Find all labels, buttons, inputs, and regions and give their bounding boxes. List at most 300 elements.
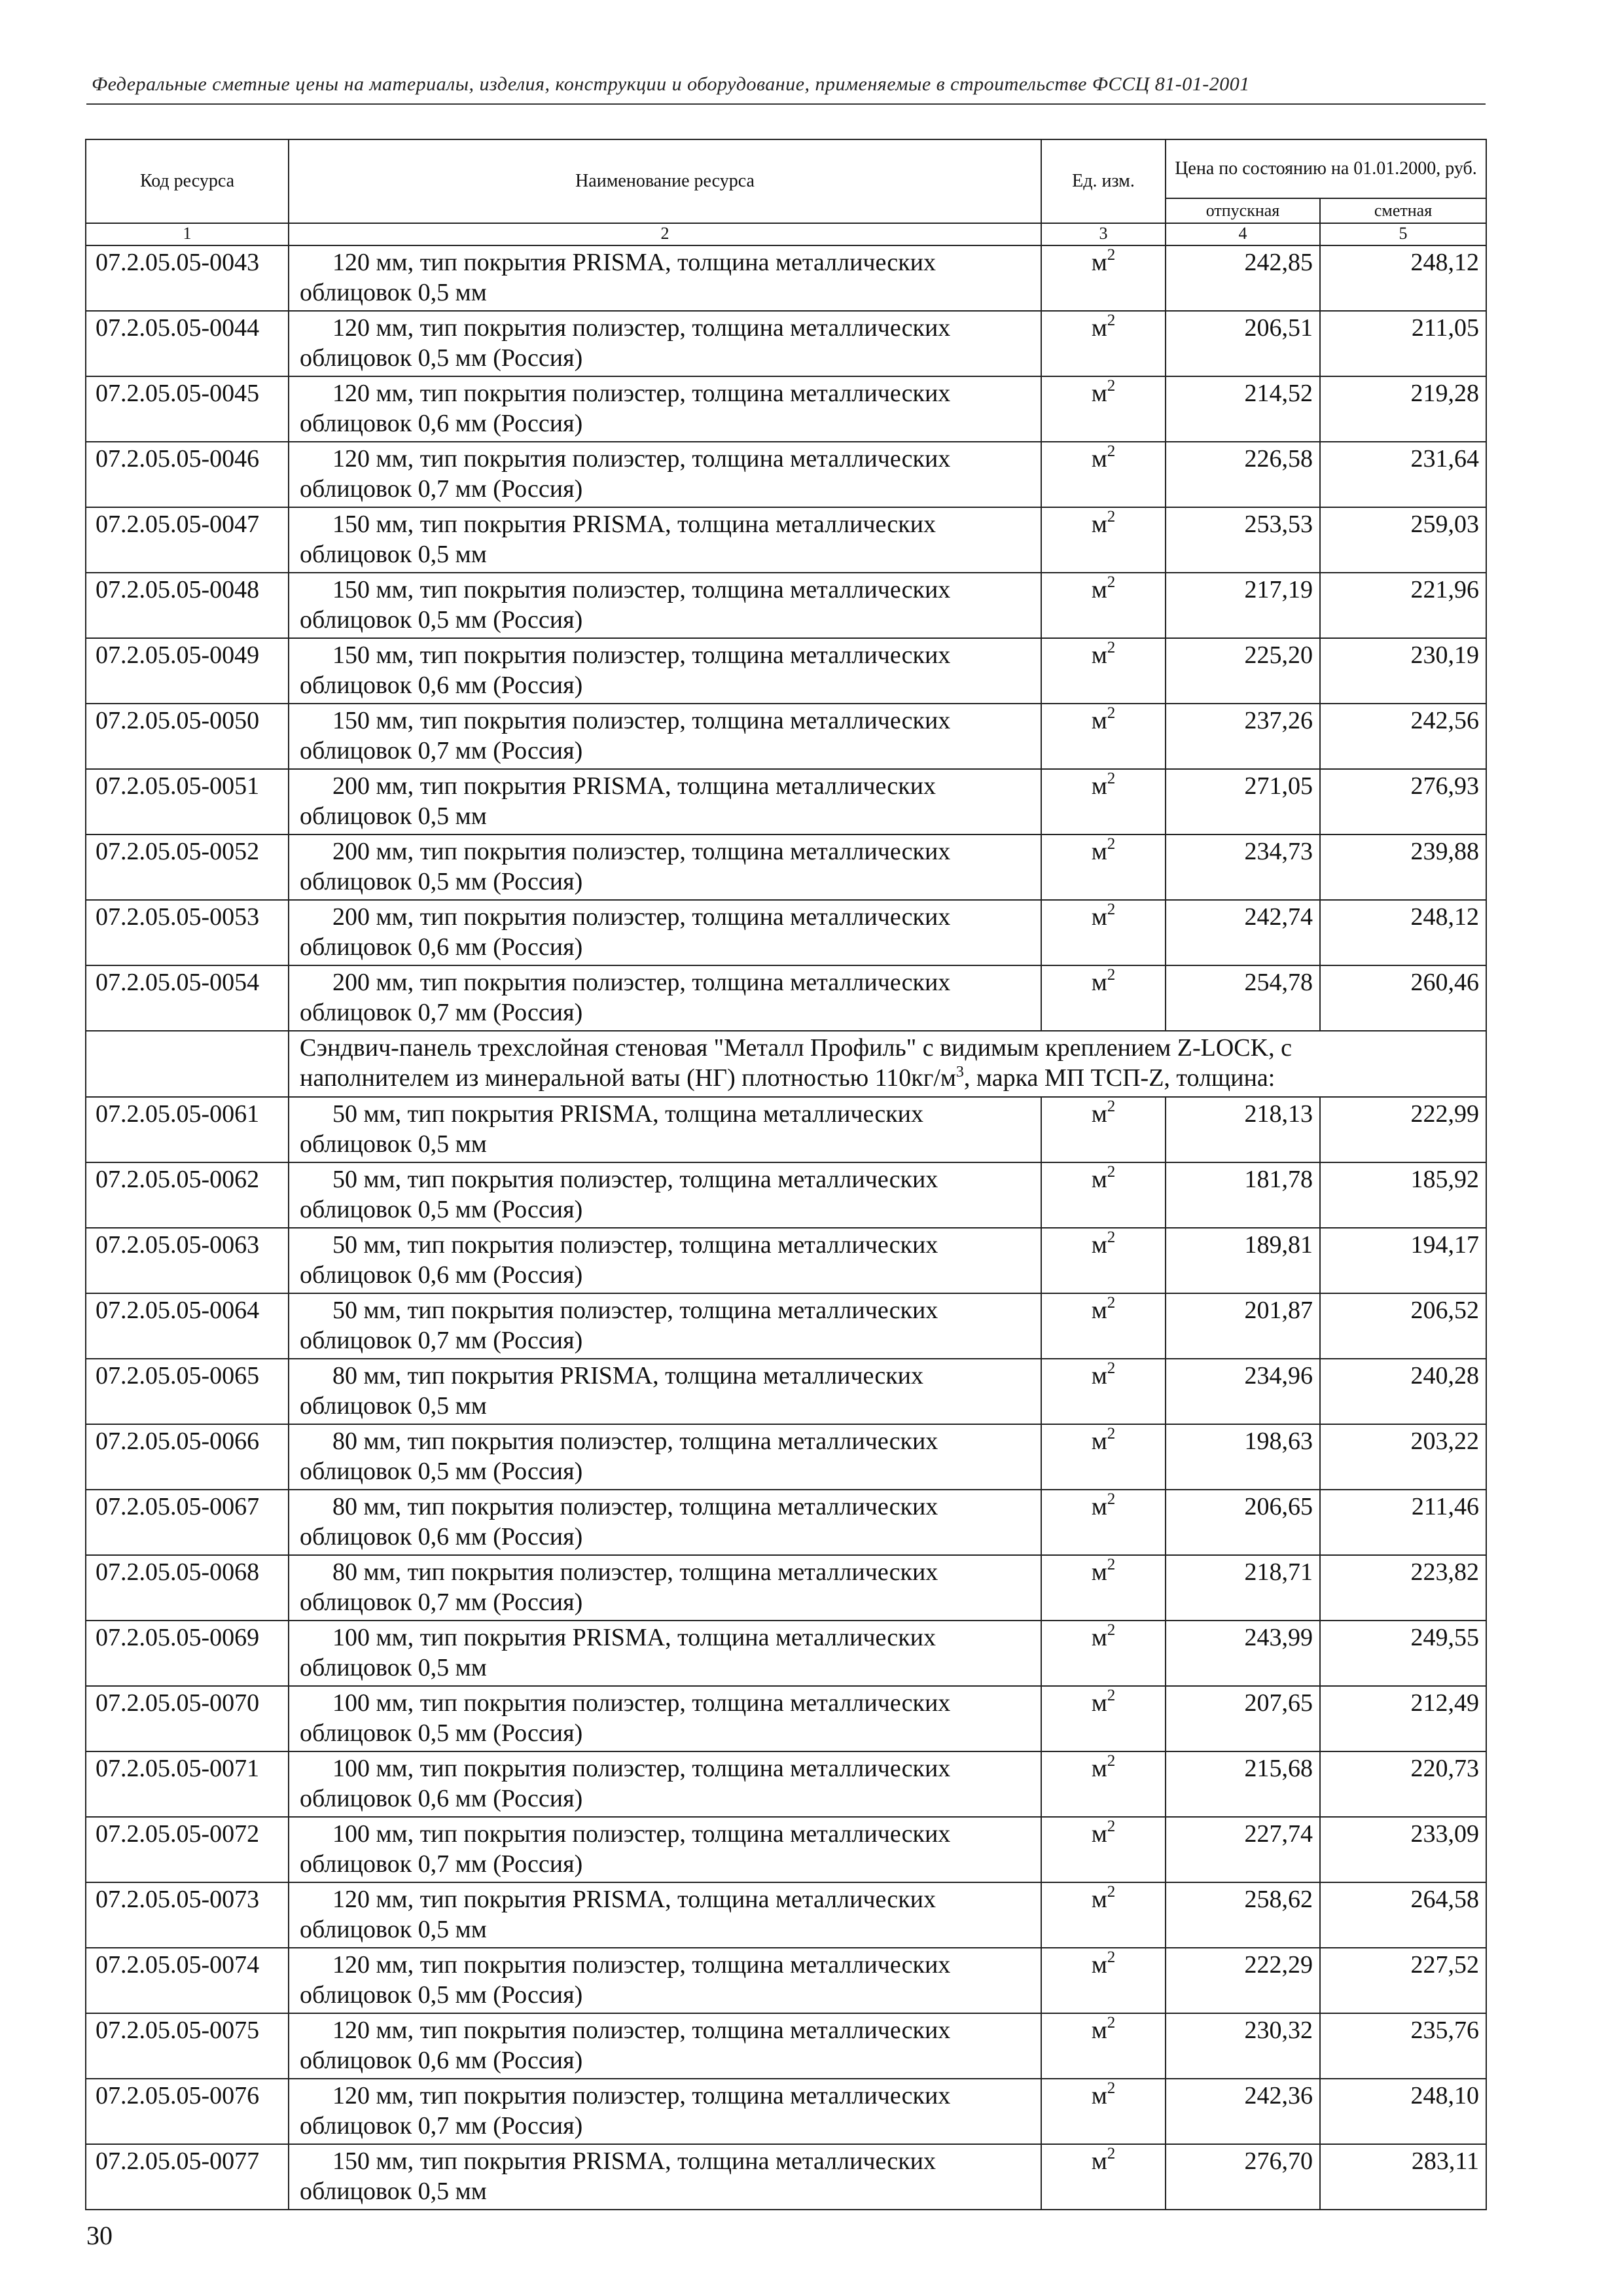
table-row: [86, 2079, 1486, 2144]
table-row: [86, 1162, 1486, 1228]
resource-name-line2: облицовок 0,5 мм: [300, 1130, 487, 1158]
table-row: [86, 900, 1486, 965]
unit-power: 2: [1107, 1294, 1116, 1312]
unit-base: м: [1091, 576, 1107, 603]
unit: [1041, 1162, 1166, 1228]
table-row: [86, 1948, 1486, 2013]
estimate-price: 233,09: [1320, 1817, 1486, 1882]
unit: [1041, 1882, 1166, 1948]
release-price: 234,96: [1166, 1359, 1320, 1424]
resource-name-line2: облицовок 0,7 мм (Россия): [300, 1327, 583, 1354]
resource-name: [289, 245, 1041, 311]
unit-power: 2: [1107, 1556, 1116, 1573]
unit-base: м: [1091, 1231, 1107, 1259]
resource-name: [289, 834, 1041, 900]
estimate-price: 249,55: [1320, 1621, 1486, 1686]
resource-name-line1: 120 мм, тип покрытия полиэстер, толщина металлических: [332, 380, 951, 407]
unit-base: м: [1091, 2147, 1107, 2175]
table-row: [86, 1490, 1486, 1555]
resource-code: 07.2.05.05-0074: [86, 1948, 289, 2013]
resource-code: 07.2.05.05-0047: [86, 507, 289, 573]
unit-base: м: [1091, 838, 1107, 865]
resource-name: [289, 1751, 1041, 1817]
resource-name: [289, 900, 1041, 965]
resource-name-line1: 200 мм, тип покрытия PRISMA, толщина металлических: [332, 772, 936, 800]
unit-base: м: [1091, 1689, 1107, 1717]
resource-name-line1: 50 мм, тип покрытия полиэстер, толщина металлических: [332, 1166, 938, 1193]
resource-name-line2: облицовок 0,7 мм (Россия): [300, 475, 583, 503]
resource-name: [289, 1621, 1041, 1686]
table-row: [86, 1293, 1486, 1359]
unit-power: 2: [1107, 573, 1116, 591]
table-body-section-a: [86, 245, 1486, 1031]
unit: [1041, 1751, 1166, 1817]
table-row: [86, 2013, 1486, 2079]
table-row: [86, 442, 1486, 507]
estimate-price: 276,93: [1320, 769, 1486, 834]
unit-power: 2: [1107, 2014, 1116, 2032]
resource-name-line1: 150 мм, тип покрытия PRISMA, толщина металлических: [332, 511, 936, 538]
unit-power: 2: [1107, 770, 1116, 787]
unit-power: 2: [1107, 1621, 1116, 1639]
unit-power: 2: [1107, 1425, 1116, 1443]
estimate-price: 242,56: [1320, 704, 1486, 769]
header-unit: Ед. изм.: [1041, 139, 1166, 223]
unit-power: 2: [1107, 1490, 1116, 1508]
resource-name-line1: 80 мм, тип покрытия PRISMA, толщина металлических: [332, 1362, 924, 1390]
unit: [1041, 1424, 1166, 1490]
unit-base: м: [1091, 772, 1107, 800]
resource-code: 07.2.05.05-0052: [86, 834, 289, 900]
release-price: 198,63: [1166, 1424, 1320, 1490]
resource-name-line2: облицовок 0,6 мм (Россия): [300, 1785, 583, 1812]
estimate-price: 221,96: [1320, 573, 1486, 638]
unit-power: 2: [1107, 704, 1116, 722]
resource-name-line1: 100 мм, тип покрытия PRISMA, толщина металлических: [332, 1624, 936, 1651]
column-number-row: [86, 223, 1486, 245]
table-row: [86, 769, 1486, 834]
resource-name: [289, 507, 1041, 573]
resource-name-line2: облицовок 0,6 мм (Россия): [300, 933, 583, 961]
table-row: [86, 965, 1486, 1031]
unit-base: м: [1091, 249, 1107, 276]
unit: [1041, 311, 1166, 376]
group-heading-row: [86, 1031, 1486, 1097]
estimate-price: 248,12: [1320, 245, 1486, 311]
unit: [1041, 704, 1166, 769]
resource-name-line2: облицовок 0,5 мм (Россия): [300, 606, 583, 634]
resource-name: [289, 965, 1041, 1031]
table-row: [86, 376, 1486, 442]
resource-name-line2: облицовок 0,5 мм: [300, 1654, 487, 1681]
estimate-price: 227,52: [1320, 1948, 1486, 2013]
resource-name: [289, 1228, 1041, 1293]
unit-base: м: [1091, 2082, 1107, 2109]
group-heading-line2-tail: , марка МП ТСП-Z, толщина:: [963, 1064, 1275, 1092]
estimate-price: 206,52: [1320, 1293, 1486, 1359]
header-code: Код ресурса: [86, 139, 289, 223]
release-price: 230,32: [1166, 2013, 1320, 2079]
resource-code: 07.2.05.05-0053: [86, 900, 289, 965]
unit-power: 2: [1107, 1163, 1116, 1181]
resource-name-line2: облицовок 0,5 мм (Россия): [300, 868, 583, 895]
resource-name-line1: 120 мм, тип покрытия полиэстер, толщина металлических: [332, 2082, 951, 2109]
unit-base: м: [1091, 1820, 1107, 1848]
unit-base: м: [1091, 1427, 1107, 1455]
release-price: 215,68: [1166, 1751, 1320, 1817]
unit-power: 2: [1107, 1818, 1116, 1835]
unit: [1041, 1228, 1166, 1293]
estimate-price: 248,10: [1320, 2079, 1486, 2144]
resource-name: [289, 2013, 1041, 2079]
estimate-price: 283,11: [1320, 2144, 1486, 2210]
resource-name-line1: 100 мм, тип покрытия полиэстер, толщина металлических: [332, 1820, 951, 1848]
unit-base: м: [1091, 1100, 1107, 1128]
release-price: 206,65: [1166, 1490, 1320, 1555]
unit-power: 2: [1107, 2145, 1116, 2162]
resource-name-line1: 120 мм, тип покрытия PRISMA, толщина металлических: [332, 249, 936, 276]
unit-power: 2: [1107, 312, 1116, 329]
resource-name-line1: 200 мм, тип покрытия полиэстер, толщина металлических: [332, 903, 951, 931]
unit: [1041, 1097, 1166, 1162]
table-row: [86, 507, 1486, 573]
resource-code: 07.2.05.05-0066: [86, 1424, 289, 1490]
resource-name-line2: облицовок 0,7 мм (Россия): [300, 737, 583, 764]
unit-power: 2: [1107, 508, 1116, 526]
group-heading-line1: Сэндвич-панель трехслойная стеновая "Металл Профиль" с видимым креплением Z-LOCK, с: [300, 1034, 1292, 1062]
release-price: 225,20: [1166, 638, 1320, 704]
unit-power: 2: [1107, 1229, 1116, 1246]
resource-code: 07.2.05.05-0048: [86, 573, 289, 638]
resource-name-line2: облицовок 0,5 мм: [300, 2178, 487, 2205]
unit: [1041, 2079, 1166, 2144]
header-release-price: отпускная: [1166, 198, 1320, 223]
release-price: 218,13: [1166, 1097, 1320, 1162]
resource-name: [289, 1817, 1041, 1882]
release-price: 222,29: [1166, 1948, 1320, 2013]
unit: [1041, 900, 1166, 965]
unit: [1041, 573, 1166, 638]
unit-power: 2: [1107, 1883, 1116, 1901]
unit: [1041, 2144, 1166, 2210]
unit: [1041, 1359, 1166, 1424]
estimate-price: 212,49: [1320, 1686, 1486, 1751]
unit-base: м: [1091, 1558, 1107, 1586]
table-row: [86, 311, 1486, 376]
resource-name-line1: 200 мм, тип покрытия полиэстер, толщина металлических: [332, 969, 951, 996]
group-code-cell: [86, 1031, 289, 1097]
release-price: 242,36: [1166, 2079, 1320, 2144]
unit-base: м: [1091, 380, 1107, 407]
table-row: [86, 573, 1486, 638]
resource-code: 07.2.05.05-0073: [86, 1882, 289, 1948]
unit-base: м: [1091, 445, 1107, 473]
table-row: [86, 1228, 1486, 1293]
column-number: 5: [1320, 223, 1486, 245]
release-price: 189,81: [1166, 1228, 1320, 1293]
resource-name-line2: облицовок 0,5 мм: [300, 541, 487, 568]
table-group-section: [86, 1031, 1486, 1097]
table-row: [86, 834, 1486, 900]
resource-code: 07.2.05.05-0076: [86, 2079, 289, 2144]
estimate-price: 203,22: [1320, 1424, 1486, 1490]
resource-name: [289, 704, 1041, 769]
unit-base: м: [1091, 1166, 1107, 1193]
resource-name: [289, 1293, 1041, 1359]
estimate-price: 235,76: [1320, 2013, 1486, 2079]
unit: [1041, 769, 1166, 834]
resource-code: 07.2.05.05-0071: [86, 1751, 289, 1817]
resource-code: 07.2.05.05-0064: [86, 1293, 289, 1359]
unit-power: 2: [1107, 1687, 1116, 1704]
resource-name-line2: облицовок 0,5 мм: [300, 279, 487, 306]
resource-name-line1: 150 мм, тип покрытия полиэстер, толщина металлических: [332, 576, 951, 603]
table-row: [86, 1359, 1486, 1424]
unit: [1041, 1293, 1166, 1359]
resource-name: [289, 2079, 1041, 2144]
page-number: 30: [86, 2221, 113, 2250]
resource-code: 07.2.05.05-0044: [86, 311, 289, 376]
header-estimate-price: сметная: [1320, 198, 1486, 223]
resource-name: [289, 1686, 1041, 1751]
table-row: [86, 1751, 1486, 1817]
unit: [1041, 1686, 1166, 1751]
resource-name-line1: 100 мм, тип покрытия полиэстер, толщина металлических: [332, 1755, 951, 1782]
resource-name-line2: облицовок 0,6 мм (Россия): [300, 1523, 583, 1551]
release-price: 226,58: [1166, 442, 1320, 507]
resource-name: [289, 573, 1041, 638]
release-price: 201,87: [1166, 1293, 1320, 1359]
resource-code: 07.2.05.05-0051: [86, 769, 289, 834]
column-number: 4: [1166, 223, 1320, 245]
resource-name: [289, 1424, 1041, 1490]
resource-code: 07.2.05.05-0069: [86, 1621, 289, 1686]
resource-code: 07.2.05.05-0049: [86, 638, 289, 704]
unit: [1041, 442, 1166, 507]
group-heading-line2-text: наполнителем из минеральной ваты (НГ) плотностью 110кг/м: [300, 1064, 956, 1092]
unit: [1041, 834, 1166, 900]
resource-name: [289, 2144, 1041, 2210]
resource-name-line1: 50 мм, тип покрытия PRISMA, толщина металлических: [332, 1100, 924, 1128]
resource-name-line1: 120 мм, тип покрытия PRISMA, толщина металлических: [332, 1886, 936, 1913]
resource-name-line2: облицовок 0,5 мм: [300, 1916, 487, 1943]
unit-power: 2: [1107, 901, 1116, 918]
unit-base: м: [1091, 2017, 1107, 2044]
resource-name-line1: 150 мм, тип покрытия PRISMA, толщина металлических: [332, 2147, 936, 2175]
release-price: 237,26: [1166, 704, 1320, 769]
resource-name-line1: 120 мм, тип покрытия полиэстер, толщина металлических: [332, 445, 951, 473]
estimate-price: 248,12: [1320, 900, 1486, 965]
release-price: 271,05: [1166, 769, 1320, 834]
table-row: [86, 1686, 1486, 1751]
resource-name-line2: облицовок 0,5 мм (Россия): [300, 1196, 583, 1223]
unit-base: м: [1091, 511, 1107, 538]
estimate-price: 211,05: [1320, 311, 1486, 376]
group-heading: [289, 1031, 1486, 1097]
resource-name-line1: 80 мм, тип покрытия полиэстер, толщина металлических: [332, 1493, 938, 1520]
release-price: 254,78: [1166, 965, 1320, 1031]
resource-code: 07.2.05.05-0072: [86, 1817, 289, 1882]
resource-name-line2: облицовок 0,5 мм: [300, 802, 487, 830]
unit: [1041, 1621, 1166, 1686]
unit-base: м: [1091, 314, 1107, 342]
release-price: 253,53: [1166, 507, 1320, 573]
resource-name: [289, 376, 1041, 442]
resource-name: [289, 1162, 1041, 1228]
table-row: [86, 1555, 1486, 1621]
unit-power: 2: [1107, 2079, 1116, 2097]
estimate-price: 240,28: [1320, 1359, 1486, 1424]
resource-name-line1: 200 мм, тип покрытия полиэстер, толщина металлических: [332, 838, 951, 865]
unit: [1041, 1948, 1166, 2013]
resource-name-line2: облицовок 0,5 мм (Россия): [300, 1719, 583, 1747]
resource-code: 07.2.05.05-0050: [86, 704, 289, 769]
resource-code: 07.2.05.05-0061: [86, 1097, 289, 1162]
resource-name: [289, 1555, 1041, 1621]
resource-code: 07.2.05.05-0067: [86, 1490, 289, 1555]
release-price: 234,73: [1166, 834, 1320, 900]
release-price: 181,78: [1166, 1162, 1320, 1228]
resource-name: [289, 311, 1041, 376]
table-row: [86, 1097, 1486, 1162]
resource-name-line2: облицовок 0,6 мм (Россия): [300, 672, 583, 699]
resource-code: 07.2.05.05-0068: [86, 1555, 289, 1621]
release-price: 227,74: [1166, 1817, 1320, 1882]
unit-base: м: [1091, 641, 1107, 669]
unit-base: м: [1091, 1624, 1107, 1651]
resource-name-line2: облицовок 0,5 мм (Россия): [300, 1981, 583, 2009]
unit-power: 2: [1107, 377, 1116, 395]
resource-name-line2: облицовок 0,7 мм (Россия): [300, 1850, 583, 1878]
resource-name-line1: 150 мм, тип покрытия полиэстер, толщина металлических: [332, 707, 951, 734]
resource-name-line2: облицовок 0,7 мм (Россия): [300, 1588, 583, 1616]
estimate-price: 264,58: [1320, 1882, 1486, 1948]
unit-base: м: [1091, 1886, 1107, 1913]
unit-power: 2: [1107, 835, 1116, 853]
estimate-price: 220,73: [1320, 1751, 1486, 1817]
estimate-price: 219,28: [1320, 376, 1486, 442]
unit-base: м: [1091, 1493, 1107, 1520]
table-row: [86, 1424, 1486, 1490]
column-number: 1: [86, 223, 289, 245]
table-row: [86, 1817, 1486, 1882]
table-row: [86, 245, 1486, 311]
release-price: 276,70: [1166, 2144, 1320, 2210]
resource-name-line1: 80 мм, тип покрытия полиэстер, толщина металлических: [332, 1558, 938, 1586]
resource-code: 07.2.05.05-0063: [86, 1228, 289, 1293]
unit-base: м: [1091, 1362, 1107, 1390]
unit-power: 2: [1107, 966, 1116, 984]
release-price: 242,74: [1166, 900, 1320, 965]
column-number: 3: [1041, 223, 1166, 245]
resource-code: 07.2.05.05-0062: [86, 1162, 289, 1228]
estimate-price: 194,17: [1320, 1228, 1486, 1293]
resource-code: 07.2.05.05-0077: [86, 2144, 289, 2210]
resource-name-line1: 150 мм, тип покрытия полиэстер, толщина металлических: [332, 641, 951, 669]
table-row: [86, 1882, 1486, 1948]
resource-name-line1: 120 мм, тип покрытия полиэстер, толщина металлических: [332, 1951, 951, 1979]
unit: [1041, 507, 1166, 573]
resource-name-line1: 50 мм, тип покрытия полиэстер, толщина металлических: [332, 1297, 938, 1324]
unit: [1041, 2013, 1166, 2079]
unit-base: м: [1091, 1951, 1107, 1979]
unit: [1041, 1490, 1166, 1555]
running-header: Федеральные сметные цены на материалы, изделия, конструкции и оборудование, применяемые в строительстве ФССЦ 81-01-2001: [92, 73, 1250, 95]
estimate-price: 260,46: [1320, 965, 1486, 1031]
resource-name-line2: облицовок 0,7 мм (Россия): [300, 999, 583, 1026]
header-rule: [86, 103, 1486, 105]
unit-power: 2: [1107, 1948, 1116, 1966]
table-row: [86, 638, 1486, 704]
resource-name-line2: облицовок 0,6 мм (Россия): [300, 410, 583, 437]
resource-name: [289, 1359, 1041, 1424]
unit-base: м: [1091, 1297, 1107, 1324]
header-price: Цена по состоянию на 01.01.2000, руб.: [1166, 139, 1486, 198]
unit-base: м: [1091, 903, 1107, 931]
resource-name-line1: 80 мм, тип покрытия полиэстер, толщина металлических: [332, 1427, 938, 1455]
table-row: [86, 1621, 1486, 1686]
group-heading-power: 3: [955, 1064, 964, 1081]
unit-base: м: [1091, 707, 1107, 734]
resource-code: 07.2.05.05-0070: [86, 1686, 289, 1751]
table-body-section-b: [86, 1097, 1486, 2210]
resource-name: [289, 638, 1041, 704]
table-row: [86, 704, 1486, 769]
resource-code: 07.2.05.05-0075: [86, 2013, 289, 2079]
unit-power: 2: [1107, 1098, 1116, 1115]
release-price: 258,62: [1166, 1882, 1320, 1948]
estimate-price: 222,99: [1320, 1097, 1486, 1162]
unit: [1041, 245, 1166, 311]
unit-power: 2: [1107, 442, 1116, 460]
resource-name-line2: облицовок 0,5 мм: [300, 1392, 487, 1420]
resource-name: [289, 769, 1041, 834]
estimate-price: 231,64: [1320, 442, 1486, 507]
unit-power: 2: [1107, 1752, 1116, 1770]
table-row: [86, 2144, 1486, 2210]
unit: [1041, 965, 1166, 1031]
resource-code: 07.2.05.05-0046: [86, 442, 289, 507]
estimate-price: 230,19: [1320, 638, 1486, 704]
unit-power: 2: [1107, 639, 1116, 656]
resource-code: 07.2.05.05-0045: [86, 376, 289, 442]
estimate-price: 223,82: [1320, 1555, 1486, 1621]
estimate-price: 185,92: [1320, 1162, 1486, 1228]
unit: [1041, 376, 1166, 442]
unit-power: 2: [1107, 246, 1116, 264]
unit: [1041, 1817, 1166, 1882]
release-price: 214,52: [1166, 376, 1320, 442]
header-name: Наименование ресурса: [289, 139, 1041, 223]
resource-name: [289, 442, 1041, 507]
resource-name-line2: облицовок 0,7 мм (Россия): [300, 2112, 583, 2140]
resource-name-line2: облицовок 0,5 мм (Россия): [300, 1458, 583, 1485]
unit-power: 2: [1107, 1359, 1116, 1377]
release-price: 207,65: [1166, 1686, 1320, 1751]
release-price: 217,19: [1166, 573, 1320, 638]
release-price: 242,85: [1166, 245, 1320, 311]
group-heading-line2: [300, 1063, 1478, 1096]
resource-name: [289, 1882, 1041, 1948]
resource-code: 07.2.05.05-0043: [86, 245, 289, 311]
resource-code: 07.2.05.05-0065: [86, 1359, 289, 1424]
estimate-price: 211,46: [1320, 1490, 1486, 1555]
unit: [1041, 638, 1166, 704]
resource-name: [289, 1490, 1041, 1555]
resource-name-line2: облицовок 0,6 мм (Россия): [300, 1261, 583, 1289]
resource-code: 07.2.05.05-0054: [86, 965, 289, 1031]
unit-base: м: [1091, 969, 1107, 996]
